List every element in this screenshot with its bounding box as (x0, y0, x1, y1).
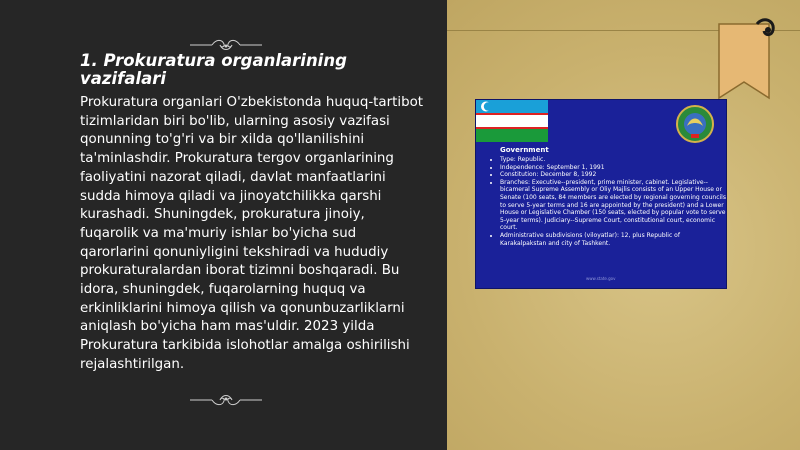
list-item: • Branches: Executive--president, prime minister, cabinet. Legislative--bicameral Supreme Assembly or Oliy Majlis consists of an Upper House or Senate (100 seats, 84 members are elected by regional governing councils to serve 5-year terms and 16 are appointed by the president) and a Lower House or Legislative Chamber (150 seats, elected by popular vote to serve 5-year terms). Judiciary--Supreme Court, constitutional court, economic court. (500, 179, 726, 232)
government-heading: Government (500, 146, 549, 154)
list-item: • Type: Republic. (500, 156, 726, 164)
slide-body-text: Prokuratura organlari O'zbekistonda huquq-tartibot tizimlaridan biri bo'lib, ularning asosiy vazifasi qonunning to'g'ri va bir xilda qo'llanilishini ta'minlashdir. Prokuratura tergov organlarining faoliyatini nazorat qiladi, davlat manfaatlarini sudda himoya qiladi va jinoyatchilikka qarshi kurashadi. Shuningdek, prokuratura jinoiy, fuqarolik va ma'muriy ishlar bo'yicha sud qarorlarini qonuniyligini tekshiradi va hududiy prokuraturalardan iborat tizimni boshqaradi. Bu idora, shuningdek, fuqarolarning huquq va erkinliklarini himoya qilish va qonunbuzarliklarni aniqlash bo'yicha ham mas'uldir. 2023 yilda Prokuratura tarkibida islohotlar amalga oshirilishi rejalashtirilgan. (80, 95, 424, 372)
embedded-slide-image (475, 99, 727, 289)
image-caption: www.state.gov (586, 276, 616, 281)
uzbekistan-flag (476, 100, 548, 142)
slide-title: 1. Prokuratura organlarining vazifalari (80, 51, 347, 88)
crescent-icon (480, 101, 494, 112)
state-emblem-icon (669, 104, 721, 144)
scroll-ornament-icon (190, 392, 262, 408)
list-item: • Administrative subdivisions (viloyatlar): 12, plus Republic of Karakalpakstan and city of Tashkent. (500, 232, 726, 247)
government-facts-list (490, 156, 726, 247)
list-item: • Independence: September 1, 1991 (500, 164, 726, 172)
bookmark-ribbon-icon (717, 18, 775, 100)
list-item: • Constitution: December 8, 1992 (500, 171, 726, 179)
